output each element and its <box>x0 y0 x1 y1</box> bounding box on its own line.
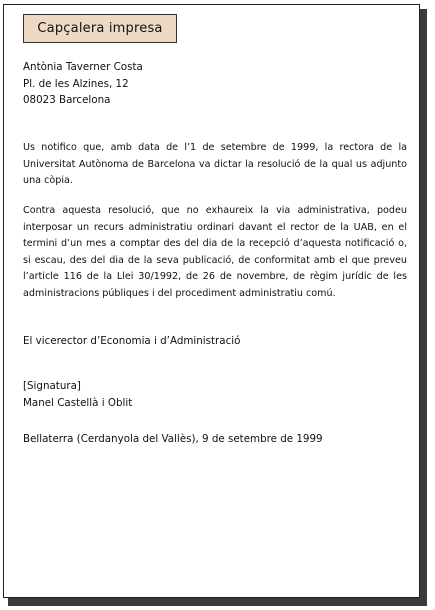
place-and-date: Bellaterra (Cerdanyola del Vallès), 9 de setembre de 1999 <box>23 433 323 445</box>
signer-role: El vicerector d’Economia i d’Administració <box>23 335 241 347</box>
signature-placeholder: [Signatura] <box>23 380 81 392</box>
letterhead-title: Capçalera impresa <box>37 21 163 36</box>
recipient-street: Pl. de les Alzines, 12 <box>23 77 129 90</box>
letterhead-box <box>23 14 177 43</box>
recipient-city: 08023 Barcelona <box>23 94 111 106</box>
notification-paragraph: Us notifico que, amb data de l’1 de setembre de 1999, la rectora de la Universitat Autònoma de Barcelona va dictar la resolució de la qual us adjunto una còpia. <box>23 142 407 186</box>
appeal-paragraph: Contra aquesta resolució, que no exhaureix la via administrativa, podeu interposar un recurs administratiu ordinari davant el rector de la UAB, en el termini d’un mes a comptar des del dia de la recepció d’aquesta notificació o, si escau, des del dia de la seva publicació, de conformitat amb el que preveu l’article 116 de la Llei 30/1992, de 26 de novembre, de règim jurídic de les administracions públiques i del procediment administratiu comú. <box>23 205 407 299</box>
recipient-address <box>23 59 323 109</box>
letter-page <box>3 4 420 598</box>
recipient-name: Antònia Taverner Costa <box>23 61 143 73</box>
signer-name: Manel Castellà i Oblit <box>23 397 133 409</box>
